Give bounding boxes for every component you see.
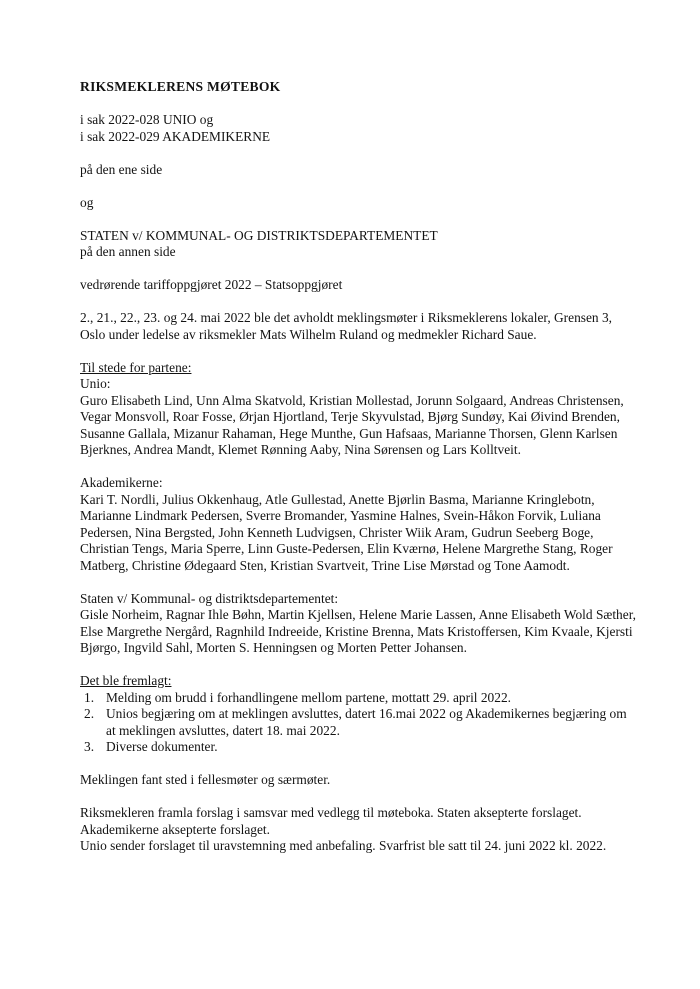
document-title: RIKSMEKLERENS MØTEBOK <box>80 79 281 94</box>
side-one-text: på den ene side <box>80 161 163 177</box>
submitted-item-text: Diverse dokumenter. <box>106 739 218 754</box>
case-reference-block <box>80 112 638 145</box>
party-label-unio: Unio: <box>80 376 111 391</box>
closing-line-2: Akademikerne aksepterte forslaget. <box>80 821 270 837</box>
closing-line-1: Riksmekleren framla forslag i samsvar med vedlegg til møteboka. Staten aksepterte forslaget. <box>80 805 582 820</box>
subject-line: vedrørende tariffoppgjøret 2022 – Statsoppgjøret <box>80 277 343 292</box>
party-label-staten: Staten v/ Kommunal- og distriktsdepartementet: <box>80 590 339 606</box>
party-names-unio: Guro Elisabeth Lind, Unn Alma Skatvold, Kristian Mollestad, Jorunn Solgaard, Andreas Christensen, Vegar Monsvoll, Roar Fosse, Ørjan Hjortland, Terje Skyvulstad, Bjørg Sundøy, Kai Øivind Brenden, Susanne Gallala, Mizanur Rahaman, Hege Munthe, Gun Hafsaas, Marianne Thorsen, Glenn Karlsen Bjerknes, Andrea Mandt, Klemet Rønning Aaby, Nina Sørensen og Lars Kolltveit. <box>80 392 624 457</box>
submitted-section <box>80 673 638 756</box>
submitted-item-number: 1. <box>84 689 95 705</box>
closing-block <box>80 805 638 855</box>
submitted-item-text: Melding om brudd i forhandlingene mellom partene, mottatt 29. april 2022. <box>106 689 511 705</box>
submitted-item-text: Unios begjæring om at meklingen avsluttes, datert 16.mai 2022 og Akademikernes begjæring om at meklingen avsluttes, datert 18. mai 2022. <box>106 706 627 738</box>
meeting-format-line: Meklingen fant sted i fellesmøter og særmøter. <box>80 772 331 787</box>
party-names-staten: Gisle Norheim, Ragnar Ihle Bøhn, Martin Kjellsen, Helene Marie Lassen, Anne Elisabeth Wold Sæther, Else Margrethe Nergård, Ragnhild Indreeide, Kristine Brenna, Mats Kristoffersen, Kim Kvaale, Kjersti Bjørgo, Ingvild Sahl, Morten S. Henningsen og Morten Petter Johansen. <box>80 607 636 655</box>
party-names-akademikerne: Kari T. Nordli, Julius Okkenhaug, Atle Gullestad, Anette Bjørlin Basma, Marianne Kringlebotn, Marianne Lindmark Pedersen, Sverre Bromander, Yasmine Halnes, Svein-Håkon Forvik, Luliana Pedersen, Nina Bergsted, John Kenneth Ludvigsen, Christer Wiik Aram, Gudrun Seeberg Boge, Christian Tengs, Maria Sperre, Linn Guste-Pedersen, Elin Kværnø, Helene Margrethe Stang, Roger Matberg, Christine Ødegaard Sten, Kristian Svartveit, Trine Lise Mørstad og Tone Aamodt. <box>80 491 613 573</box>
state-party-name: STATEN v/ KOMMUNAL- OG DISTRIKTSDEPARTEMENTET <box>80 227 438 243</box>
conjunction-text: og <box>80 194 94 210</box>
attendees-unio-block <box>80 360 638 459</box>
submitted-item <box>80 706 638 739</box>
side-two-text: på den annen side <box>80 244 176 259</box>
case-line-unio: i sak 2022-028 UNIO og <box>80 112 214 127</box>
meeting-paragraph: 2., 21., 22., 23. og 24. mai 2022 ble det avholdt meklingsmøter i Riksmeklerens lokaler, Grensen 3, Oslo under ledelse av riksmekler Mats Wilhelm Ruland og medmekler Richard Saue. <box>80 310 613 342</box>
submitted-item-number: 2. <box>84 706 95 721</box>
submitted-item <box>80 690 638 707</box>
case-line-akademikerne: i sak 2022-029 AKADEMIKERNE <box>80 128 271 144</box>
attendees-staten-block <box>80 591 638 657</box>
state-party-block <box>80 228 638 261</box>
submitted-item <box>80 739 638 756</box>
party-label-akademikerne: Akademikerne: <box>80 475 163 490</box>
attendees-heading: Til stede for partene: <box>80 359 192 375</box>
submitted-item-number: 3. <box>84 739 95 754</box>
closing-line-3: Unio sender forslaget til uravstemning med anbefaling. Svarfrist ble satt til 24. juni 2022 kl. 2022. <box>80 838 607 853</box>
submitted-heading: Det ble fremlagt: <box>80 673 172 688</box>
attendees-akademikerne-block <box>80 475 638 574</box>
